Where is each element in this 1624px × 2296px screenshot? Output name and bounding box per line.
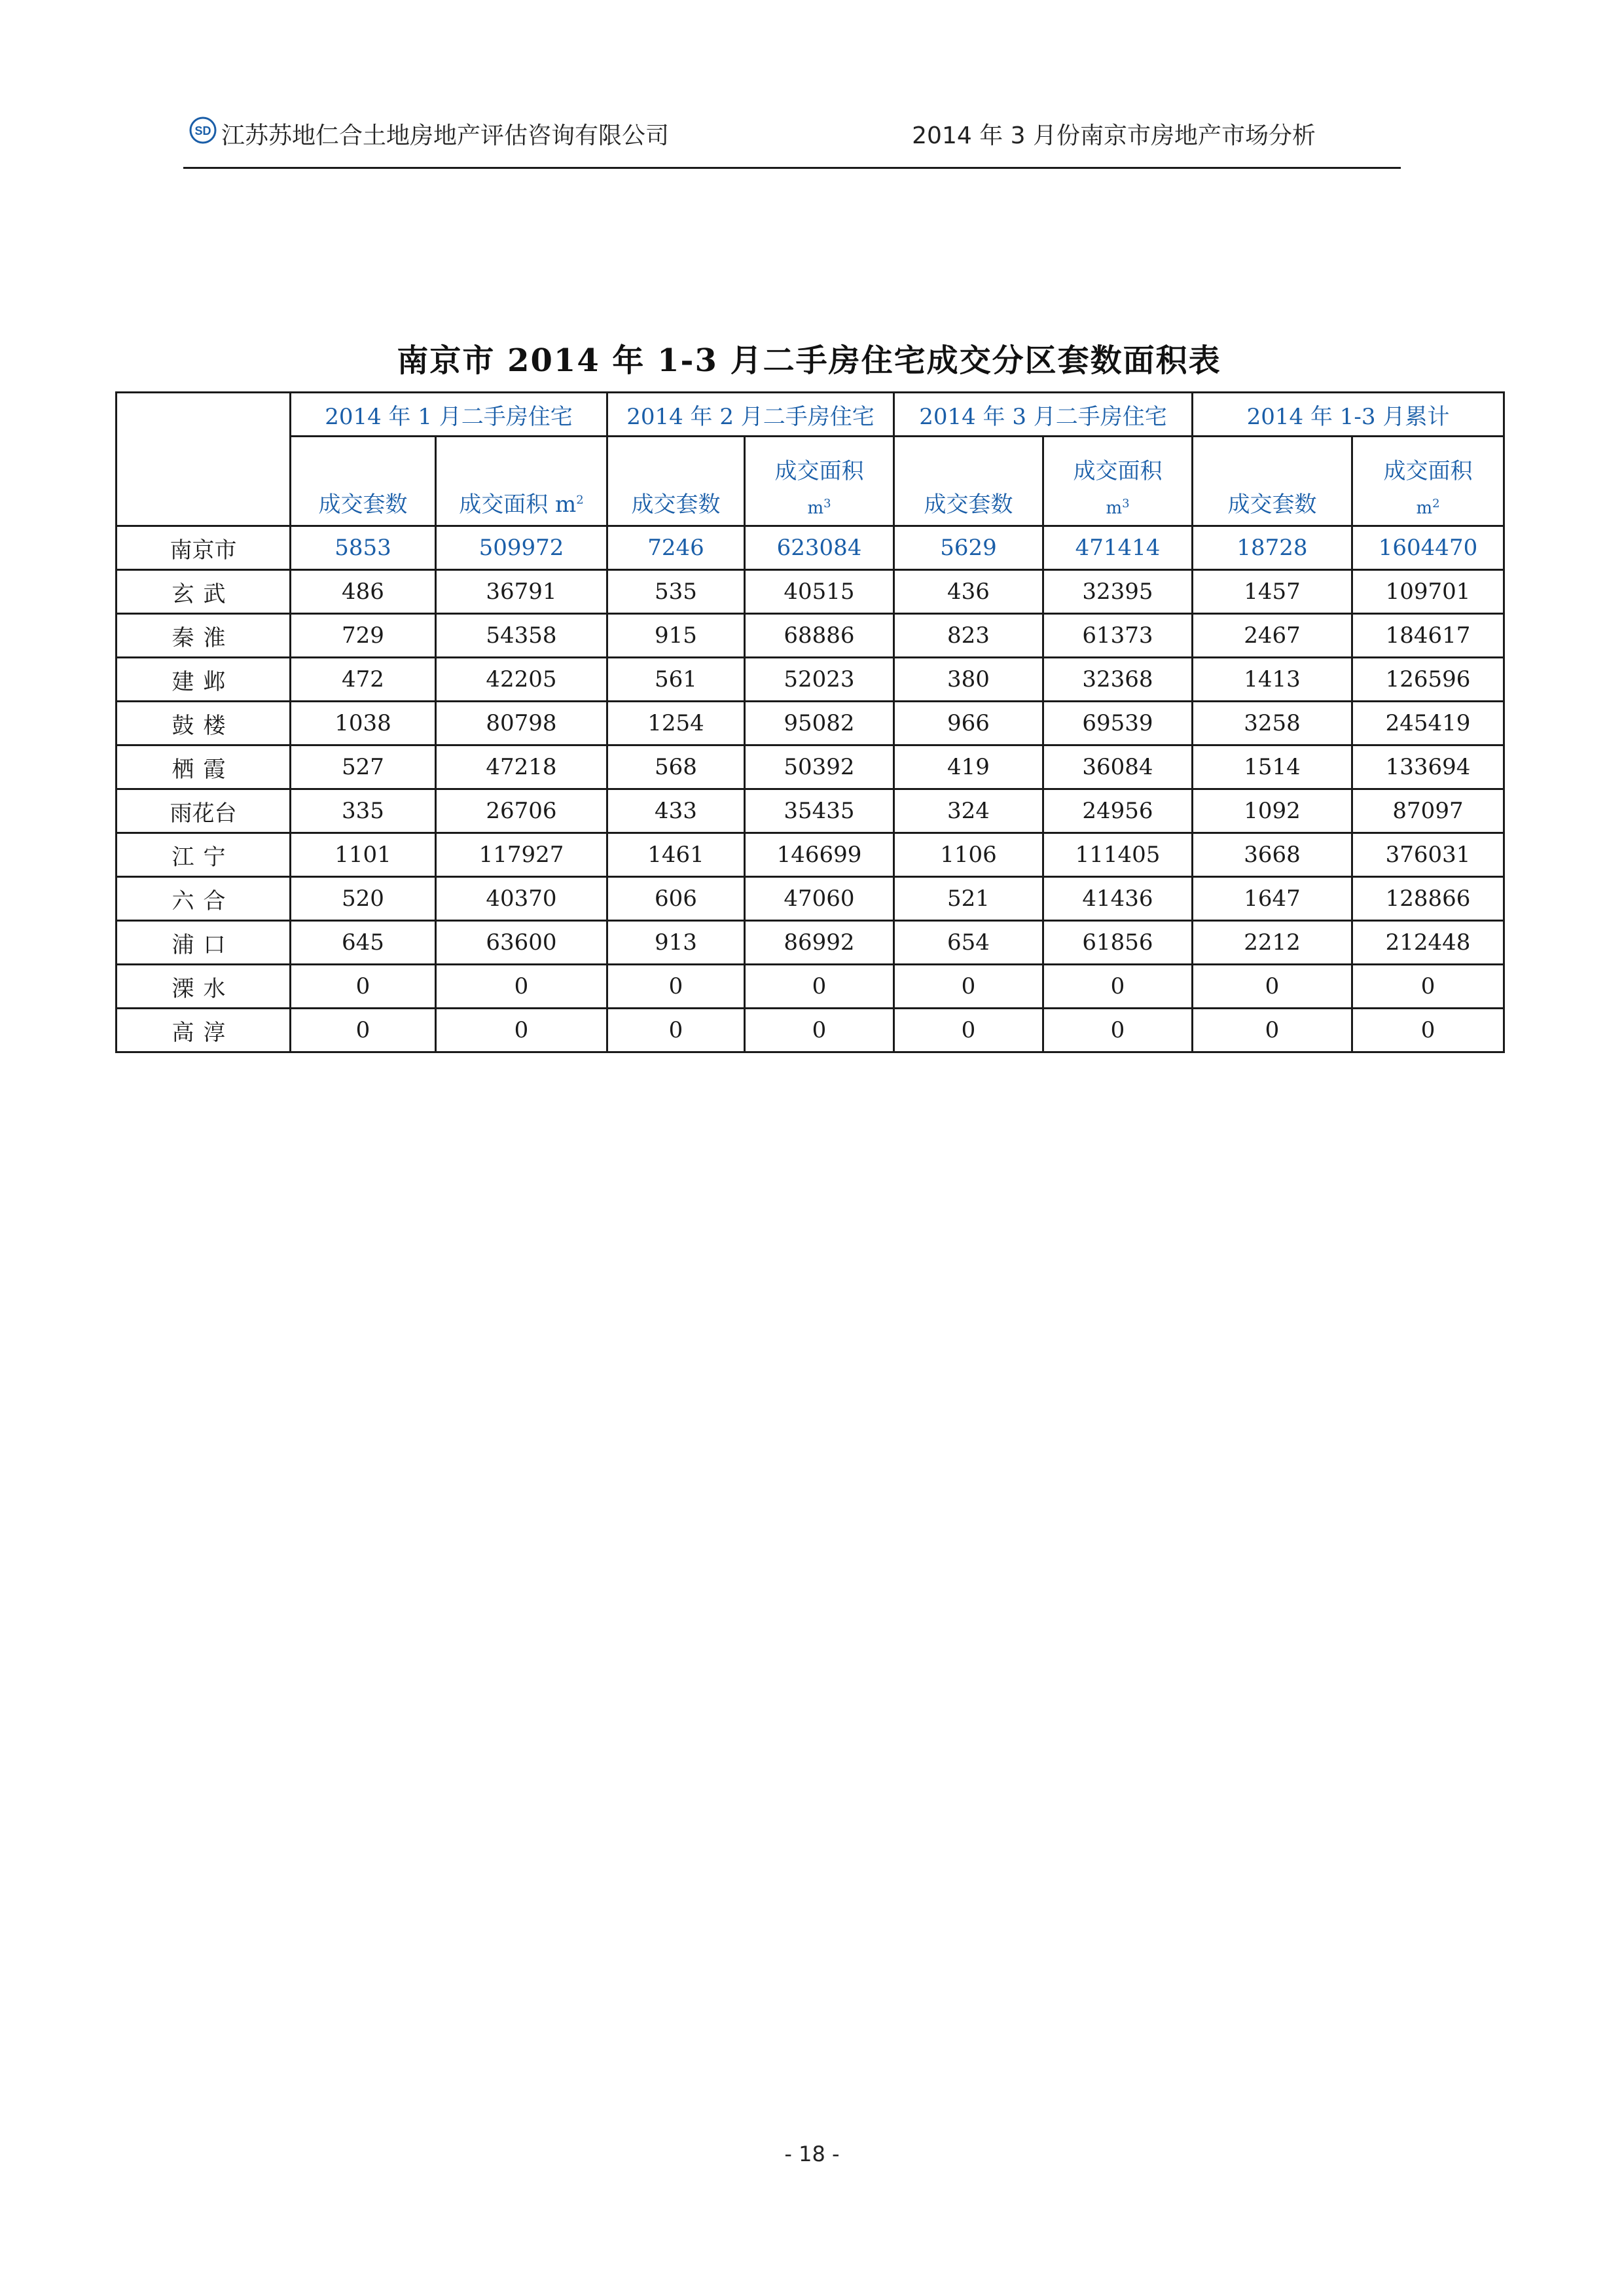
- table-cell: 1092: [1193, 789, 1352, 833]
- table-cell: 40370: [436, 877, 607, 921]
- table-cell: 520: [291, 877, 436, 921]
- sub-header-area: 成交面积 $m^2$: [436, 437, 607, 526]
- transaction-table: [115, 391, 1505, 1053]
- district-name: 浦口: [117, 921, 291, 965]
- table-cell: 0: [1043, 965, 1193, 1009]
- table-row: [117, 921, 1504, 965]
- table-cell: 32368: [1043, 658, 1193, 702]
- table-body: [117, 526, 1504, 1052]
- table-cell: 3668: [1193, 833, 1352, 877]
- table-cell: 0: [1043, 1009, 1193, 1052]
- table-cell: 0: [291, 965, 436, 1009]
- table-cell: 521: [894, 877, 1043, 921]
- company-name: 江苏苏地仁合土地房地产评估咨询有限公司: [221, 122, 670, 149]
- table-cell: 86992: [745, 921, 894, 965]
- table-row: [117, 702, 1504, 745]
- table-cell: 1461: [607, 833, 745, 877]
- table-cell: 126596: [1352, 658, 1504, 702]
- table-cell: 36791: [436, 570, 607, 614]
- table-cell: 32395: [1043, 570, 1193, 614]
- table-cell: 1106: [894, 833, 1043, 877]
- table-cell: 69539: [1043, 702, 1193, 745]
- table-row: [117, 526, 1504, 570]
- table-row: [117, 658, 1504, 702]
- table-cell: 0: [1352, 1009, 1504, 1052]
- table-cell: 87097: [1352, 789, 1504, 833]
- sub-header-area: 成交面积 $m^3$: [745, 437, 894, 526]
- page-number: - 18 -: [784, 2142, 840, 2166]
- table-cell: 212448: [1352, 921, 1504, 965]
- table-cell: 527: [291, 745, 436, 789]
- table-cell: 41436: [1043, 877, 1193, 921]
- sub-header-count: 成交套数: [894, 437, 1043, 526]
- table-cell: 0: [894, 1009, 1043, 1052]
- table-cell: 419: [894, 745, 1043, 789]
- table-title: 南京市 2014 年 1-3 月二手房住宅成交分区套数面积表: [397, 342, 1221, 379]
- sub-header-count: 成交套数: [1193, 437, 1352, 526]
- table-cell: 42205: [436, 658, 607, 702]
- district-name: 建邺: [117, 658, 291, 702]
- group-header-mar: 2014 年 3 月二手房住宅: [894, 393, 1193, 437]
- table-cell: 1254: [607, 702, 745, 745]
- table-cell: 35435: [745, 789, 894, 833]
- group-header-jan: 2014 年 1 月二手房住宅: [291, 393, 607, 437]
- table-cell: 509972: [436, 526, 607, 570]
- table-cell: 2212: [1193, 921, 1352, 965]
- table-cell: 535: [607, 570, 745, 614]
- table-cell: 111405: [1043, 833, 1193, 877]
- table-cell: 109701: [1352, 570, 1504, 614]
- table-cell: 0: [1193, 965, 1352, 1009]
- table-cell: 1413: [1193, 658, 1352, 702]
- table-row: [117, 745, 1504, 789]
- table-cell: 61373: [1043, 614, 1193, 658]
- table-cell: 823: [894, 614, 1043, 658]
- table-cell: 3258: [1193, 702, 1352, 745]
- sub-header-count: 成交套数: [607, 437, 745, 526]
- table-cell: 729: [291, 614, 436, 658]
- table-cell: 1038: [291, 702, 436, 745]
- group-header-total: 2014 年 1-3 月累计: [1193, 393, 1504, 437]
- table-cell: 0: [1193, 1009, 1352, 1052]
- district-name: 溧水: [117, 965, 291, 1009]
- table-cell: 0: [436, 1009, 607, 1052]
- company-logo-icon: [189, 116, 217, 145]
- table-cell: 380: [894, 658, 1043, 702]
- table-cell: 0: [894, 965, 1043, 1009]
- table-cell: 1101: [291, 833, 436, 877]
- table-cell: 40515: [745, 570, 894, 614]
- page-header: [183, 108, 1401, 169]
- table-cell: 654: [894, 921, 1043, 965]
- table-cell: 1514: [1193, 745, 1352, 789]
- table-cell: 80798: [436, 702, 607, 745]
- table-cell: 245419: [1352, 702, 1504, 745]
- table-cell: 486: [291, 570, 436, 614]
- logo-text: SD: [194, 124, 211, 137]
- table-cell: 0: [607, 965, 745, 1009]
- table-cell: 966: [894, 702, 1043, 745]
- table-cell: 1457: [1193, 570, 1352, 614]
- table-cell: 376031: [1352, 833, 1504, 877]
- table-cell: 117927: [436, 833, 607, 877]
- table-cell: 52023: [745, 658, 894, 702]
- district-name: 高淳: [117, 1009, 291, 1052]
- table-cell: 471414: [1043, 526, 1193, 570]
- table-row: [117, 833, 1504, 877]
- table-cell: 7246: [607, 526, 745, 570]
- table-cell: 95082: [745, 702, 894, 745]
- table-row: [117, 877, 1504, 921]
- table-cell: 50392: [745, 745, 894, 789]
- group-header-row: [117, 393, 1504, 437]
- table-cell: 0: [291, 1009, 436, 1052]
- table-cell: 26706: [436, 789, 607, 833]
- corner-cell: [117, 393, 291, 526]
- table-cell: 0: [745, 965, 894, 1009]
- table-cell: 472: [291, 658, 436, 702]
- table-cell: 436: [894, 570, 1043, 614]
- district-name: 栖霞: [117, 745, 291, 789]
- district-name: 雨花台: [117, 789, 291, 833]
- table-cell: 128866: [1352, 877, 1504, 921]
- table-row: [117, 965, 1504, 1009]
- table-cell: 63600: [436, 921, 607, 965]
- table-cell: 606: [607, 877, 745, 921]
- table-cell: 47218: [436, 745, 607, 789]
- table-cell: 0: [607, 1009, 745, 1052]
- table-cell: 2467: [1193, 614, 1352, 658]
- district-name: 南京市: [117, 526, 291, 570]
- table-cell: 36084: [1043, 745, 1193, 789]
- group-header-feb: 2014 年 2 月二手房住宅: [607, 393, 894, 437]
- table-cell: 433: [607, 789, 745, 833]
- table-cell: 645: [291, 921, 436, 965]
- district-name: 玄武: [117, 570, 291, 614]
- table-cell: 0: [745, 1009, 894, 1052]
- table-cell: 5853: [291, 526, 436, 570]
- table-cell: 0: [1352, 965, 1504, 1009]
- table-cell: 24956: [1043, 789, 1193, 833]
- table-cell: 184617: [1352, 614, 1504, 658]
- table-cell: 623084: [745, 526, 894, 570]
- table-cell: 568: [607, 745, 745, 789]
- sub-header-area: 成交面积 $m^2$: [1352, 437, 1504, 526]
- table-row: [117, 1009, 1504, 1052]
- table-cell: 68886: [745, 614, 894, 658]
- table-row: [117, 789, 1504, 833]
- table-cell: 146699: [745, 833, 894, 877]
- table-cell: 18728: [1193, 526, 1352, 570]
- table-row: [117, 614, 1504, 658]
- district-name: 鼓楼: [117, 702, 291, 745]
- table-cell: 5629: [894, 526, 1043, 570]
- table-cell: 324: [894, 789, 1043, 833]
- table-cell: 0: [436, 965, 607, 1009]
- district-name: 江宁: [117, 833, 291, 877]
- sub-header-count: 成交套数: [291, 437, 436, 526]
- sub-header-area: 成交面积 $m^3$: [1043, 437, 1193, 526]
- district-name: 六合: [117, 877, 291, 921]
- table-cell: 913: [607, 921, 745, 965]
- table-cell: 47060: [745, 877, 894, 921]
- table-cell: 561: [607, 658, 745, 702]
- table-cell: 1604470: [1352, 526, 1504, 570]
- sub-header-row: [117, 437, 1504, 526]
- district-name: 秦淮: [117, 614, 291, 658]
- table-cell: 335: [291, 789, 436, 833]
- table-cell: 915: [607, 614, 745, 658]
- table-row: [117, 570, 1504, 614]
- table-cell: 54358: [436, 614, 607, 658]
- table-cell: 1647: [1193, 877, 1352, 921]
- table-cell: 133694: [1352, 745, 1504, 789]
- table-cell: 61856: [1043, 921, 1193, 965]
- report-title: 2014 年 3 月份南京市房地产市场分析: [912, 122, 1316, 149]
